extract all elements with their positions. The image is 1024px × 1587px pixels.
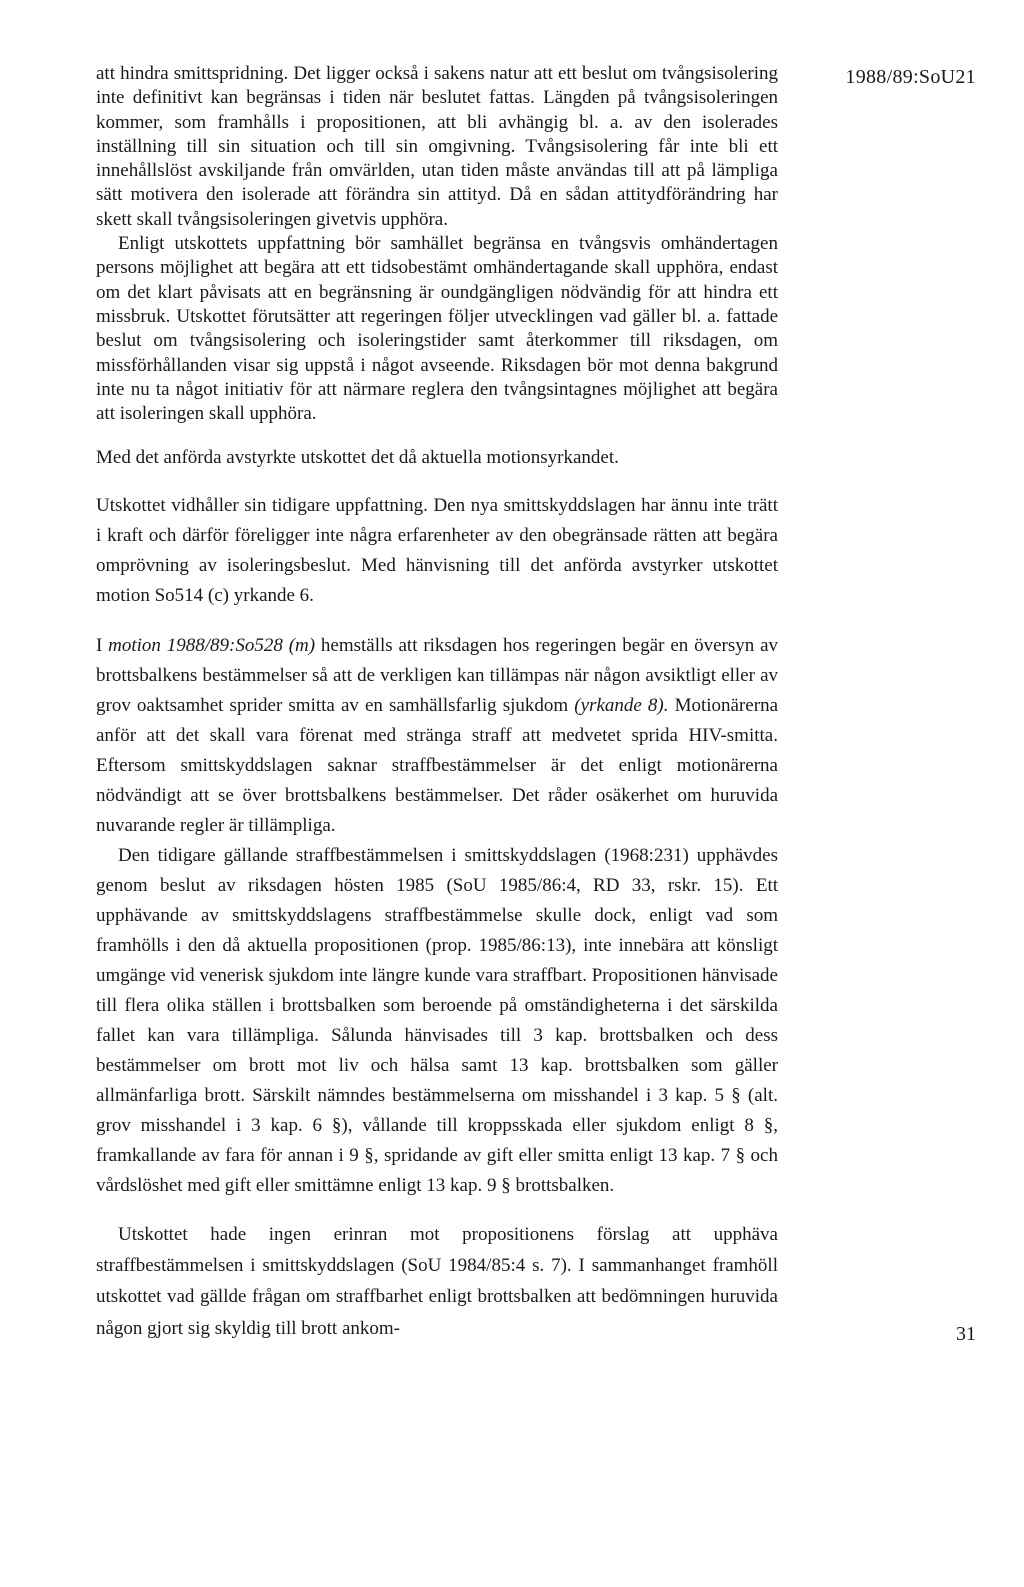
paragraph-5-middle: hemställs att riksdagen hos regeringen begär en översyn av brottsbalkens bestämmelser så att de verkligen kan tillämpas när någon avsiktligt eller av grov oaktsamhet sprider smitta av en samhällsfarlig sjukdom bbox=[96, 634, 778, 716]
section-committee-position bbox=[96, 491, 778, 611]
section-motion bbox=[96, 631, 778, 1201]
paragraph-5-start: I bbox=[96, 634, 109, 656]
paragraph-6: Den tidigare gällande straffbestämmelsen i smittskyddslagen (1968:231) upphävdes genom beslut av riksdagen hösten 1985 (SoU 1985/86:4, RD 33, rskr. 15). Ett upphävande av smittskyddslagens straffbestämmelse skulle dock, enligt vad som framhölls i den då aktuella propositionen (prop. 1985/86:13), inte innebära att könsligt umgänge vid venerisk sjukdom inte längre kunde vara straffbart. Propositionen hänvisade till flera olika ställen i brottsbalken som beroende på omständigheterna i det särskilda fallet kan vara tillämpliga. Sålunda hänvisades till 3 kap. brottsbalken och dess bestämmelser om brott mot liv och hälsa samt 13 kap. brottsbalken som gäller allmänfarliga brott. Särskilt nämndes bestämmelserna om misshandel i 3 kap. 5 § (alt. grov misshandel i 3 kap. 6 §), vållande till kroppsskada eller sjukdom enligt 8 §, framkallande av fara för annan i 9 §, spridande av gift eller smitta enligt 13 kap. 7 § och vårdslöshet med gift eller smittämne enligt 13 kap. 9 § brottsbalken. bbox=[96, 844, 778, 1196]
paragraph-5-end: Motionärerna anför att det skall vara förenat med stränga straff att medvetet sprida HIV-smitta. Eftersom smittskyddslagen saknar straffbestämmelser är det enligt motionärerna nödvändigt att se över brottsbalkens bestämmelser. Det råder osäkerhet om huruvida nuvarande regler är tillämpliga. bbox=[96, 694, 779, 836]
section-conclusion bbox=[96, 446, 778, 471]
paragraph-5 bbox=[96, 631, 778, 841]
motion-reference: motion 1988/89:So528 (m) bbox=[108, 634, 316, 656]
paragraph-4: Utskottet vidhåller sin tidigare uppfattning. Den nya smittskyddslagen har ännu inte trätt i kraft och därför föreligger inte några erfarenheter av den obegränsade rätten att begära omprövning av isoleringsbeslut. Med hänvisning till det anförda avstyrker utskottet motion So514 (c) yrkande 6. bbox=[96, 494, 778, 606]
yrkande-reference: (yrkande 8). bbox=[574, 694, 669, 716]
body-text bbox=[96, 62, 778, 1344]
document-reference: 1988/89:SoU21 bbox=[845, 66, 976, 88]
paragraph-2: Enligt utskottets uppfattning bör samhället begränsa en tvångsvis omhändertagen persons möjlighet att begära att ett tidsobestämt omhändertagande skall upphöra, endast om det klart påvisats att en begränsning är oundgängligen nödvändig för att hindra ett missbruk. Utskottet förutsätter att regeringen följer utvecklingen vad gäller bl. a. fattade beslut om tvångsisolering och isoleringstider samt återkommer till riksdagen, om missförhållanden visar sig uppstå i något avseende. Riksdagen bör mot denna bakgrund inte nu ta något initiativ för att närmare reglera den tvångsintagnes möjlighet att begära att isoleringen skall upphöra. bbox=[96, 233, 778, 425]
section-committee-history bbox=[96, 1219, 778, 1344]
section-intro bbox=[96, 62, 778, 426]
page-number: 31 bbox=[956, 1323, 976, 1346]
paragraph-7: Utskottet hade ingen erinran mot propositionens förslag att upphäva straffbestämmelsen i smittskyddslagen (SoU 1984/85:4 s. 7). I sammanhanget framhöll utskottet vad gällde frågan om straffbarhet enligt brottsbalken att bedömningen huruvida någon gjort sig skyldig till brott ankom- bbox=[96, 1223, 778, 1339]
paragraph-1: att hindra smittspridning. Det ligger också i sakens natur att ett beslut om tvångsisolering inte definitivt kan begränsas i tiden när beslutet fattas. Längden på tvångsisoleringen kommer, som framhålls i propositionen, att bli avhängig bl. a. av den isolerades inställning till sin situation och till sin omgivning. Tvångsisolering får inte bli ett innehållslöst avskiljande från omvärlden, utan tiden måste användas till att på lämpliga sätt motivera den isolerade att förändra sin attityd. Då en sådan attitydförändring har skett skall tvångsisoleringen givetvis upphöra. bbox=[96, 63, 778, 230]
paragraph-3: Med det anförda avstyrkte utskottet det då aktuella motionsyrkandet. bbox=[96, 447, 619, 469]
